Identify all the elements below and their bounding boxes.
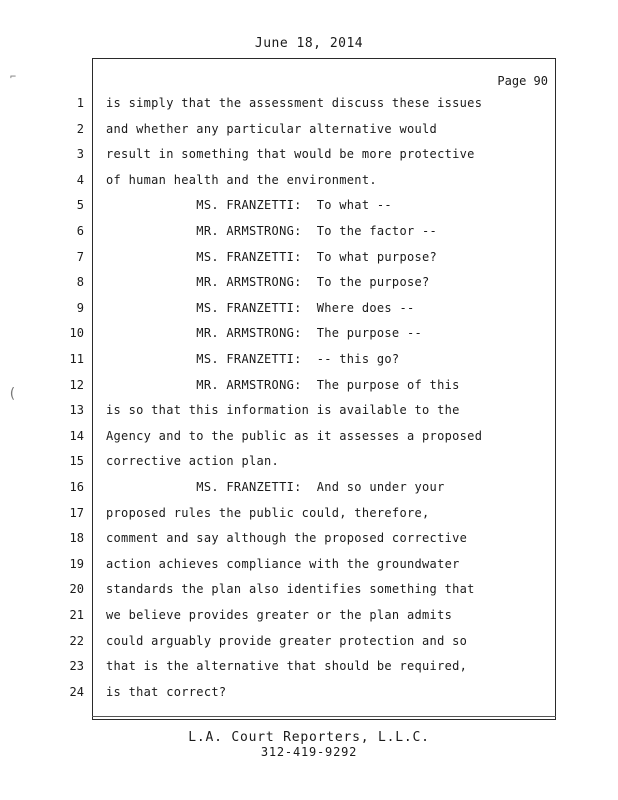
line-number: 8 xyxy=(76,275,84,290)
transcript-line: action achieves compliance with the groundwater xyxy=(106,556,460,571)
transcript-line: MS. FRANZETTI: To what -- xyxy=(106,198,392,213)
transcript-date: June 18, 2014 xyxy=(254,36,364,51)
frame-bottom-rule xyxy=(92,716,556,717)
transcript-line: is simply that the assessment discuss these issues xyxy=(106,96,483,110)
line-number: 7 xyxy=(76,249,84,264)
line-number: 10 xyxy=(69,326,84,341)
scan-artifact-mark: ⌐ xyxy=(10,72,17,83)
line-number: 24 xyxy=(69,684,84,699)
transcript-line: MS. FRANZETTI: To what purpose? xyxy=(106,249,438,264)
transcript-line: MR. ARMSTRONG: The purpose of this xyxy=(106,377,460,392)
line-number: 21 xyxy=(69,608,84,622)
line-number: 5 xyxy=(76,198,84,213)
transcript-line: that is the alternative that should be required, xyxy=(106,659,468,674)
reporter-phone: 312-419-9292 xyxy=(260,745,358,759)
line-number: 18 xyxy=(69,531,84,546)
line-number: 15 xyxy=(69,454,84,469)
transcript-line: we believe provides greater or the plan admits xyxy=(106,608,453,622)
transcript-line: MR. ARMSTRONG: To the factor -- xyxy=(106,224,438,238)
transcript-line: Agency and to the public as it assesses a proposed xyxy=(106,428,483,443)
transcript-line: is so that this information is available to the xyxy=(106,403,460,418)
transcript-line: MS. FRANZETTI: -- this go? xyxy=(106,352,400,366)
line-number: 14 xyxy=(69,428,84,443)
line-number: 19 xyxy=(69,556,84,571)
line-number: 1 xyxy=(76,96,84,110)
line-number: 23 xyxy=(69,659,84,674)
transcript-line: could arguably provide greater protection and so xyxy=(106,633,468,648)
transcript-line: proposed rules the public could, therefore, xyxy=(106,505,430,520)
line-number: 16 xyxy=(69,480,84,494)
transcript-line: corrective action plan. xyxy=(106,454,280,469)
line-number: 17 xyxy=(69,505,84,520)
transcript-line: MS. FRANZETTI: And so under your xyxy=(106,480,445,494)
transcript-line: MS. FRANZETTI: Where does -- xyxy=(106,300,415,315)
line-number: 12 xyxy=(69,377,84,392)
line-number: 13 xyxy=(69,403,84,418)
line-number: 22 xyxy=(69,633,84,648)
line-number: 2 xyxy=(76,121,84,136)
transcript-line: is that correct? xyxy=(106,684,227,699)
reporter-company: L.A. Court Reporters, L.L.C. xyxy=(188,730,430,745)
transcript-line: MR. ARMSTRONG: The purpose -- xyxy=(106,326,423,341)
line-number: 9 xyxy=(76,300,84,315)
transcript-line: of human health and the environment. xyxy=(106,172,377,187)
page-number: Page 90 xyxy=(497,74,548,88)
scan-artifact-mark: ( xyxy=(8,386,17,402)
transcript-line: and whether any particular alternative would xyxy=(106,121,438,136)
line-number: 11 xyxy=(69,352,84,366)
transcript-line: MR. ARMSTRONG: To the purpose? xyxy=(106,275,430,290)
line-number: 3 xyxy=(76,147,84,162)
transcript-line: standards the plan also identifies something that xyxy=(106,582,475,597)
transcript-line: result in something that would be more protective xyxy=(106,147,475,162)
line-number: 6 xyxy=(76,224,84,238)
line-number: 4 xyxy=(76,172,84,187)
line-number: 20 xyxy=(69,582,84,597)
transcript-line: comment and say although the proposed corrective xyxy=(106,531,468,546)
